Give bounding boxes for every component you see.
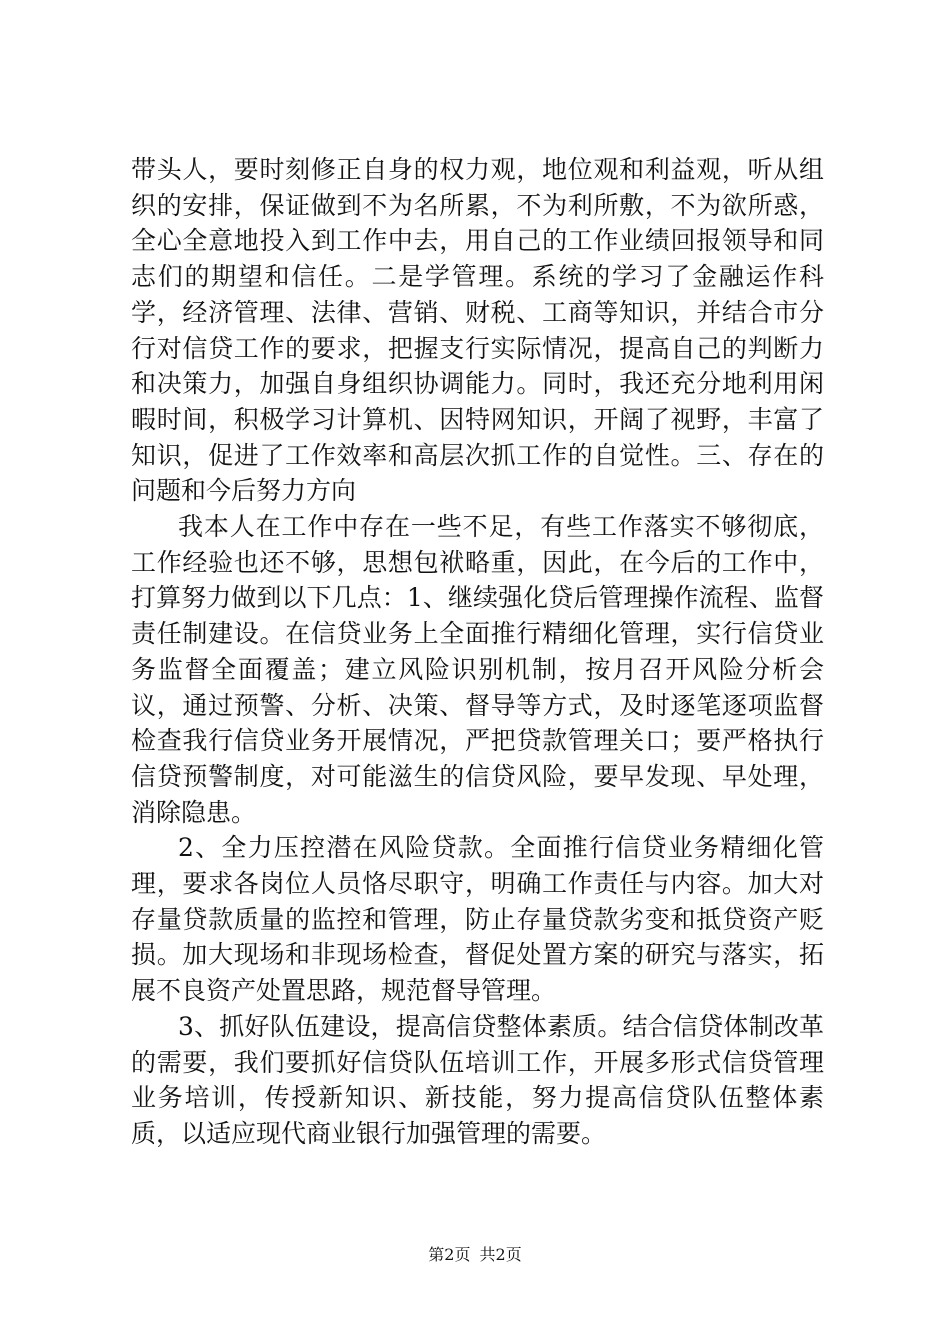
paragraph-4: 3、抓好队伍建设，提高信贷整体素质。结合信贷体制改革的需要，我们要抓好信贷队伍培训工作，开展多形式信贷管理业务培训，传授新知识、新技能，努力提高信贷队伍整体素质，以适应现代商业银行加强管理的需要。 [131, 1011, 824, 1148]
paragraph-1: 带头人，要时刻修正自身的权力观，地位观和利益观，听从组织的安排，保证做到不为名所累，不为利所敷，不为欲所惑，全心全意地投入到工作中去，用自己的工作业绩回报领导和同志们的期望和信任。二是学管理。系统的学习了金融运作科学，经济管理、法律、营销、财税、工商等知识，并结合市分行对信贷工作的要求，把握支行实际情况，提高自己的判断力和决策力，加强自身组织协调能力。同时，我还充分地利用闲暇时间，积极学习计算机、因特网知识，开阔了视野，丰富了知识，促进了工作效率和高层次抓工作的自觉性。三、存在的问题和今后努力方向 [131, 155, 824, 506]
document-body [131, 152, 824, 1152]
paragraph-3: 2、全力压控潜在风险贷款。全面推行信贷业务精细化管理，要求各岗位人员恪尽职守，明确工作责任与内容。加大对存量贷款质量的监控和管理，防止存量贷款劣变和抵贷资产贬损。加大现场和非现场检查，督促处置方案的研究与落实，拓展不良资产处置思路，规范督导管理。 [131, 833, 824, 1006]
page-total: 共2页 [479, 1245, 522, 1264]
page-footer [0, 1245, 950, 1265]
page-number: 第2页 [428, 1245, 471, 1264]
paragraph-2: 我本人在工作中存在一些不足，有些工作落实不够彻底，工作经验也还不够，思想包袱略重，因此，在今后的工作中，打算努力做到以下几点：1、继续强化贷后管理操作流程、监督责任制建设。在信贷业务上全面推行精细化管理，实行信贷业务监督全面覆盖；建立风险识别机制，按月召开风险分析会议，通过预警、分析、决策、督导等方式，及时逐笔逐项监督检查我行信贷业务开展情况，严把贷款管理关口；要严格执行信贷预警制度，对可能滋生的信贷风险，要早发现、早处理，消除隐患。 [131, 512, 824, 827]
